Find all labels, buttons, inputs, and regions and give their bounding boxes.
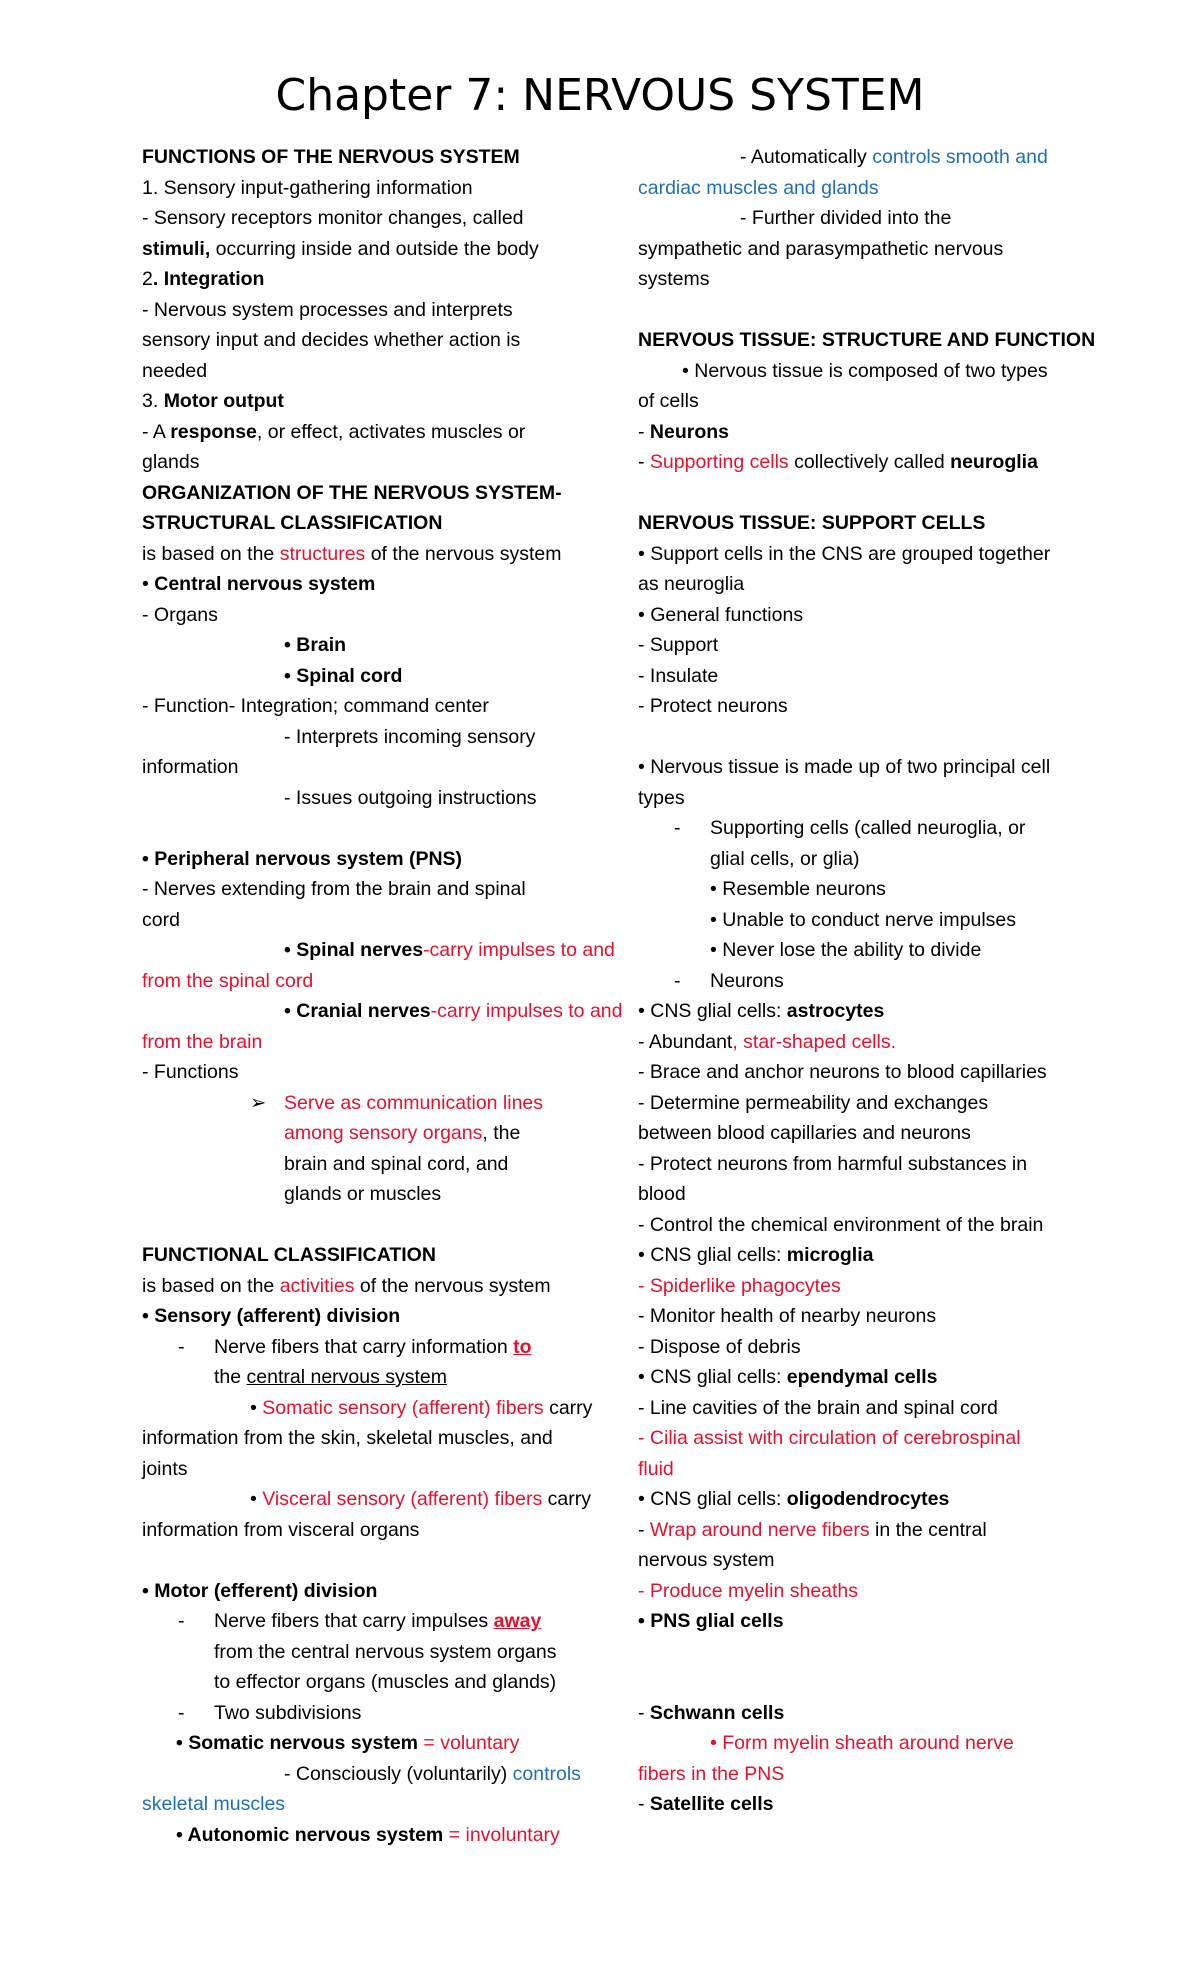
heading-tissue: NERVOUS TISSUE: STRUCTURE AND FUNCTION — [638, 329, 1096, 351]
text-line — [142, 1362, 582, 1393]
text-span: 3. — [142, 390, 164, 412]
text-span: Two subdivisions — [214, 1701, 362, 1724]
bullet-icon: • — [142, 1305, 155, 1327]
bullet-line — [142, 569, 582, 600]
heading-functional: FUNCTIONAL CLASSIFICATION — [142, 1244, 436, 1266]
bold-term: Central nervous system — [154, 573, 376, 595]
underlined-term: central nervous system — [246, 1366, 448, 1388]
highlight-red: , star-shaped cells. — [732, 1030, 896, 1053]
text-line: • Support cells in the CNS are grouped together — [638, 542, 1051, 565]
text-span: is based on the — [142, 1274, 280, 1297]
text-line: • General functions — [638, 603, 804, 626]
text-line: - Sensory receptors monitor changes, called — [142, 207, 524, 229]
blank-line — [638, 295, 1063, 326]
text-line: - Cilia assist with circulation of cerebrospinal — [638, 1427, 1021, 1449]
highlight-red: activities — [279, 1274, 355, 1297]
text-line: • Form myelin sheath around nerve — [710, 1732, 1014, 1754]
arrow-line — [142, 1088, 582, 1119]
text-line: - Nervous system processes and interprets — [142, 298, 513, 321]
bullet-line — [142, 1301, 582, 1332]
bold-term: oligodendrocytes — [786, 1488, 950, 1510]
text-line: skeletal muscles — [142, 1793, 286, 1815]
bold-term: Spinal nerves — [296, 939, 424, 961]
bold-term: Spinal cord — [296, 664, 403, 687]
text-line: - Interprets incoming sensory — [284, 725, 536, 748]
page-title: Chapter 7: NERVOUS SYSTEM — [275, 70, 925, 121]
highlight-red: -carry impulses to and — [423, 939, 615, 961]
text-span: • CNS glial cells: — [638, 1366, 787, 1388]
text-line — [638, 417, 1063, 448]
text-line: - Control the chemical environment of the brain — [638, 1213, 1044, 1236]
bold-term: Satellite cells — [649, 1793, 774, 1815]
text-span: - — [638, 420, 650, 443]
text-line — [638, 1515, 1063, 1546]
text-line: as neuroglia — [638, 573, 745, 595]
text-line: glial cells, or glia) — [710, 847, 860, 870]
highlight-red: to — [513, 1335, 532, 1358]
bullet-line — [142, 935, 615, 966]
dash-icon: - — [178, 1335, 185, 1358]
highlight-red: away — [493, 1610, 542, 1632]
text-line: - Issues outgoing instructions — [284, 786, 537, 809]
bold-term: Cranial nerves — [296, 1000, 431, 1022]
highlight-red: Visceral sensory (afferent) fibers — [262, 1488, 543, 1510]
right-column — [638, 142, 1096, 1820]
text-span: carry — [542, 1488, 591, 1510]
text-line: - Functions — [142, 1061, 239, 1083]
blank-line — [638, 722, 1063, 753]
bold-term: Neurons — [649, 420, 730, 443]
bullet-icon: • — [250, 1396, 263, 1419]
text-line — [142, 417, 582, 448]
text-line: information from visceral organs — [142, 1518, 420, 1541]
text-line — [142, 264, 582, 295]
text-line: • Nervous tissue is made up of two principal cell — [638, 756, 1051, 778]
bold-term: Sensory (afferent) division — [154, 1305, 401, 1327]
text-line — [142, 386, 582, 417]
text-line — [638, 1240, 1063, 1271]
highlight-red: Supporting cells — [649, 451, 789, 473]
text-span: of the nervous system — [365, 542, 562, 565]
text-span: - — [638, 1793, 650, 1815]
highlight-red: Serve as communication lines — [284, 1091, 544, 1114]
text-span: in the central — [869, 1518, 987, 1541]
highlight-red: -carry impulses to and — [430, 1000, 623, 1022]
bullet-line — [142, 1576, 582, 1607]
text-line: fluid — [638, 1457, 674, 1480]
heading-structural: STRUCTURAL CLASSIFICATION — [142, 512, 443, 534]
text-line: - Function- Integration; command center — [142, 695, 489, 717]
bullet-line — [142, 1728, 582, 1759]
text-line: - Organs — [142, 603, 218, 626]
bullet-icon: • — [284, 634, 297, 656]
bold-term: Somatic nervous system — [188, 1732, 419, 1754]
text-line: sensory input and decides whether action is — [142, 329, 521, 351]
text-line: joints — [142, 1457, 188, 1480]
blank-line — [142, 1210, 582, 1241]
dash-line — [142, 1698, 582, 1729]
bold-term: Schwann cells — [649, 1701, 785, 1724]
text-span: , or effect, activates muscles or — [256, 420, 526, 443]
dash-icon: - — [674, 969, 681, 992]
dash-line — [142, 1606, 582, 1637]
text-line — [638, 1362, 1063, 1393]
bullet-line — [142, 1393, 593, 1424]
bold-term: Peripheral nervous system (PNS) — [154, 847, 463, 870]
dash-icon: - — [674, 817, 681, 839]
text-line: - Insulate — [638, 664, 719, 687]
text-span: is based on the — [142, 542, 280, 565]
bold-term: PNS glial cells — [650, 1610, 784, 1632]
text-line: - Spiderlike phagocytes — [638, 1274, 841, 1297]
dash-line — [638, 966, 1063, 997]
text-line: brain and spinal cord, and — [284, 1152, 509, 1175]
bullet-line — [142, 661, 582, 692]
text-line — [638, 447, 1063, 478]
text-span: - — [638, 1518, 650, 1541]
highlight-red: Wrap around nerve fibers — [649, 1518, 870, 1541]
highlight-blue: controls — [512, 1762, 581, 1785]
text-line: - Dispose of debris — [638, 1335, 801, 1358]
text-line — [638, 1789, 1063, 1820]
heading-functions: FUNCTIONS OF THE NERVOUS SYSTEM — [142, 146, 520, 168]
text-span: Neurons — [710, 969, 784, 992]
text-line — [142, 234, 582, 265]
text-span: - Consciously (voluntarily) — [284, 1762, 513, 1785]
bold-term: stimuli, — [142, 237, 211, 260]
text-line: to effector organs (muscles and glands) — [214, 1671, 557, 1693]
bullet-icon: • — [638, 1610, 651, 1632]
text-line: glands or muscles — [284, 1183, 442, 1205]
text-line — [638, 1027, 1063, 1058]
text-line: glands — [142, 451, 200, 473]
highlight-red: = voluntary — [418, 1732, 520, 1754]
bold-term: Motor (efferent) division — [154, 1579, 378, 1602]
text-line: - Protect neurons — [638, 695, 788, 717]
bullet-line — [142, 1820, 582, 1851]
text-line — [142, 1759, 582, 1790]
text-line: 1. Sensory input-gathering information — [142, 176, 473, 199]
bullet-line — [142, 630, 582, 661]
highlight-red: = involuntary — [443, 1823, 560, 1846]
text-line: from the central nervous system organs — [214, 1640, 557, 1663]
bullet-line — [142, 1484, 591, 1515]
bullet-line — [142, 996, 623, 1027]
text-line: needed — [142, 359, 208, 382]
text-line — [142, 1118, 582, 1149]
text-line: • Unable to conduct nerve impulses — [710, 908, 1016, 931]
bullet-icon: • — [284, 664, 297, 687]
text-line: cardiac muscles and glands — [638, 176, 879, 199]
blank-line — [142, 813, 582, 844]
text-line: - Brace and anchor neurons to blood capillaries — [638, 1061, 1047, 1083]
text-span: of the nervous system — [354, 1274, 551, 1297]
text-span: Nerve fibers that carry information — [214, 1335, 514, 1358]
bullet-line — [638, 1606, 1063, 1637]
bold-term: response — [170, 420, 257, 443]
text-line: information from the skin, skeletal muscles, and — [142, 1427, 553, 1449]
text-line — [638, 996, 1063, 1027]
text-line: cord — [142, 908, 180, 931]
bold-term: astrocytes — [786, 1000, 885, 1022]
dash-icon: - — [178, 1610, 185, 1632]
text-span: • CNS glial cells: — [638, 1488, 787, 1510]
dash-icon: - — [178, 1701, 185, 1724]
text-span: - — [638, 1701, 650, 1724]
text-span: carry — [543, 1396, 593, 1419]
text-span: - Abundant — [638, 1030, 733, 1053]
text-span: Nerve fibers that carry impulses — [214, 1610, 494, 1632]
text-line — [638, 142, 1063, 173]
text-line: • Resemble neurons — [710, 878, 886, 900]
blank-line — [142, 1545, 582, 1576]
left-column — [142, 142, 623, 1850]
bold-term: ependymal cells — [786, 1366, 938, 1388]
text-span: - A — [142, 420, 171, 443]
text-line: of cells — [638, 390, 699, 412]
text-line — [142, 539, 582, 570]
bold-term: Autonomic nervous system — [187, 1823, 444, 1846]
text-line — [142, 1271, 582, 1302]
text-span: occurring inside and outside the body — [210, 237, 539, 260]
text-span: 2 — [142, 268, 153, 290]
bold-term: . Integration — [152, 268, 265, 290]
text-line: fibers in the PNS — [638, 1762, 785, 1785]
text-line: information — [142, 756, 239, 778]
heading-organization: ORGANIZATION OF THE NERVOUS SYSTEM- — [142, 481, 562, 504]
text-line: nervous system — [638, 1549, 775, 1571]
text-line: • Never lose the ability to divide — [710, 939, 982, 961]
bullet-icon: • — [250, 1488, 263, 1510]
dash-line — [142, 1332, 582, 1363]
bold-term: Motor output — [163, 390, 284, 412]
text-span: - Automatically — [740, 146, 873, 168]
bullet-icon: • — [142, 847, 155, 870]
blank-line — [638, 478, 1063, 509]
highlight-red: structures — [279, 542, 366, 565]
text-line — [638, 1698, 1063, 1729]
text-line: - Further divided into the — [740, 207, 952, 229]
text-line: systems — [638, 268, 710, 290]
text-line: between blood capillaries and neurons — [638, 1122, 971, 1144]
text-span: - — [638, 451, 650, 473]
text-line: - Protect neurons from harmful substances in — [638, 1152, 1028, 1175]
bold-term: Brain — [296, 634, 347, 656]
bullet-icon: • — [142, 573, 155, 595]
highlight-red: among sensory organs — [284, 1122, 483, 1144]
text-line: types — [638, 786, 685, 809]
text-line: from the brain — [142, 1030, 263, 1053]
bullet-line — [142, 844, 582, 875]
text-line: - Line cavities of the brain and spinal cord — [638, 1396, 998, 1419]
bullet-icon: • — [284, 939, 297, 961]
text-span: Supporting cells (called neuroglia, or — [710, 817, 1026, 839]
blank-line — [638, 1667, 1063, 1698]
text-line: - Produce myelin sheaths — [638, 1579, 859, 1602]
bullet-icon: • — [176, 1732, 189, 1754]
text-line: sympathetic and parasympathetic nervous — [638, 237, 1004, 260]
text-line: - Determine permeability and exchanges — [638, 1091, 989, 1114]
bold-term: microglia — [786, 1244, 874, 1266]
bold-term: neuroglia — [950, 451, 1038, 473]
text-span: collectively called — [788, 451, 951, 473]
dash-line — [638, 813, 1063, 844]
bullet-icon: • — [176, 1823, 188, 1846]
blank-line — [638, 1637, 1063, 1668]
text-line: blood — [638, 1183, 686, 1205]
text-line — [638, 1484, 1063, 1515]
text-line: - Support — [638, 634, 719, 656]
arrow-icon: ➢ — [250, 1091, 267, 1114]
text-span: , the — [482, 1122, 521, 1144]
bullet-icon: • — [142, 1579, 155, 1602]
bullet-icon: • — [284, 1000, 297, 1022]
text-line: from the spinal cord — [142, 969, 314, 992]
text-span: • CNS glial cells: — [638, 1244, 787, 1266]
highlight-blue: controls smooth and — [872, 146, 1048, 168]
text-line: • Nervous tissue is composed of two types — [682, 359, 1048, 382]
heading-support: NERVOUS TISSUE: SUPPORT CELLS — [638, 512, 986, 534]
text-line: - Nerves extending from the brain and spinal — [142, 878, 526, 900]
highlight-red: Somatic sensory (afferent) fibers — [262, 1396, 544, 1419]
text-span: • CNS glial cells: — [638, 1000, 787, 1022]
text-span: the — [214, 1366, 247, 1388]
text-line: - Monitor health of nearby neurons — [638, 1305, 937, 1327]
